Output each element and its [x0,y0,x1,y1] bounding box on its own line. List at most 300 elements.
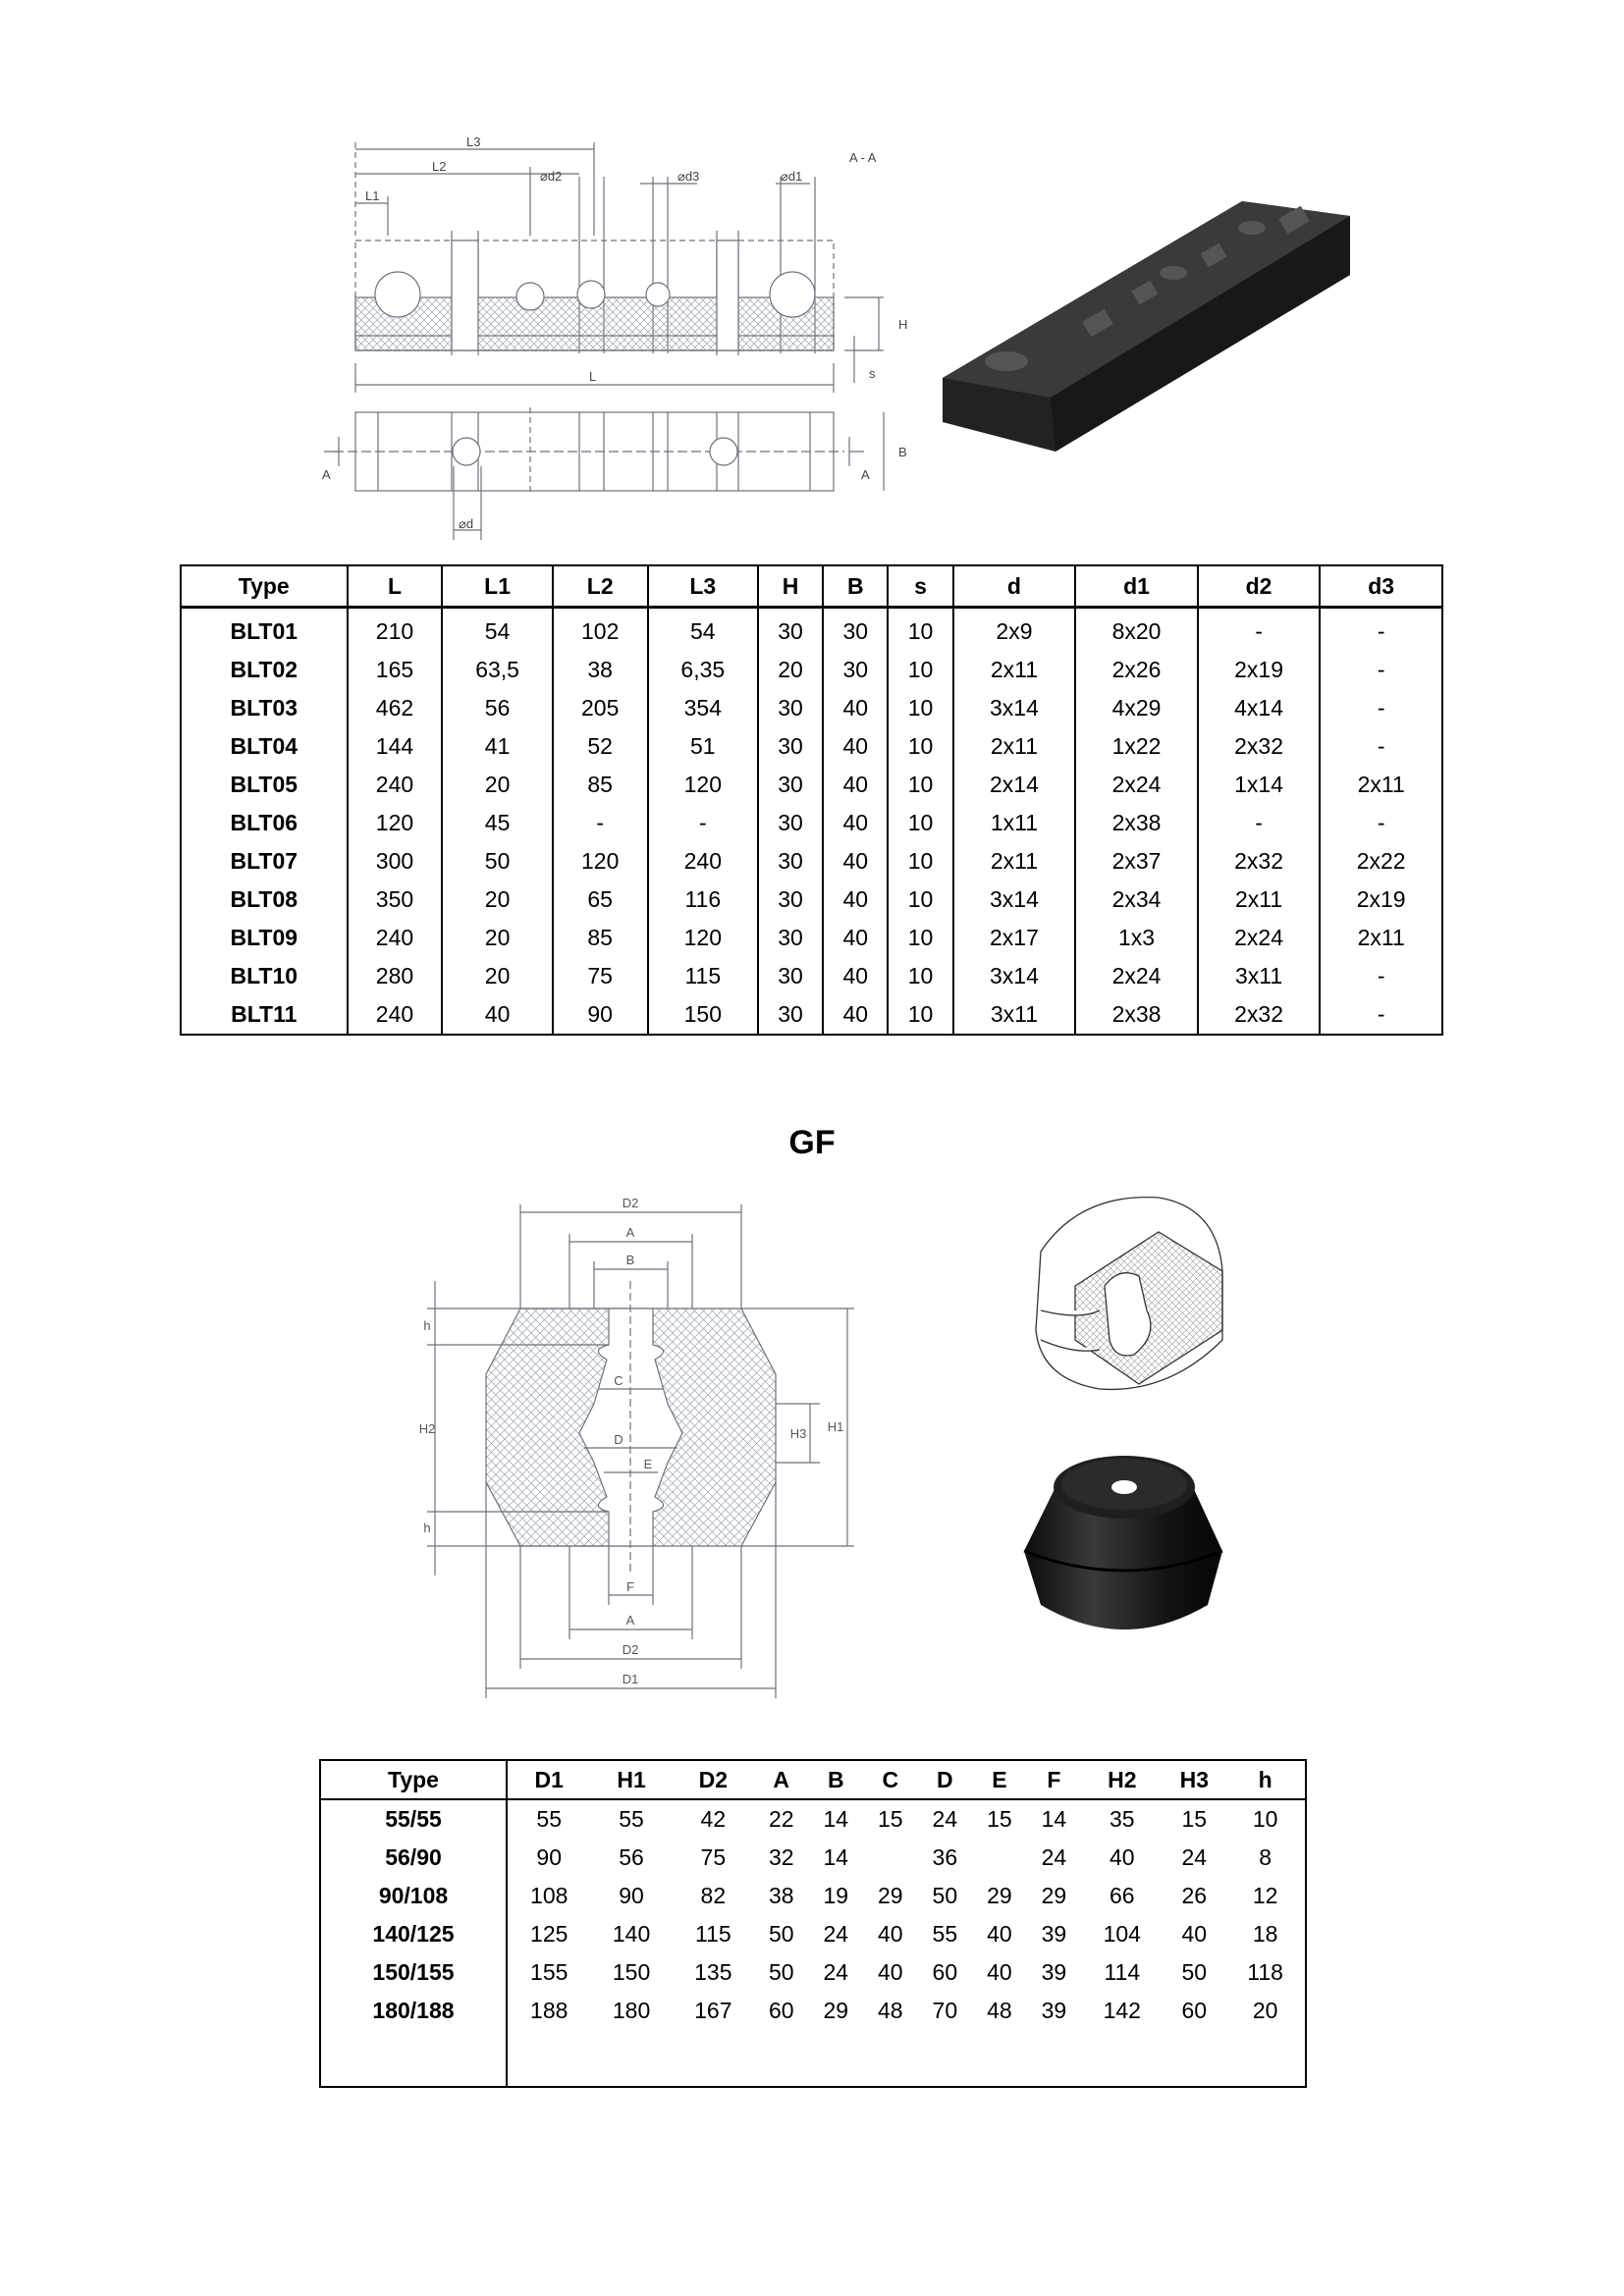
blt-label-d3: ⌀d3 [677,169,700,184]
blt-label-d: ⌀d [459,516,474,531]
blt-value-cell: 54 [648,608,758,652]
blt-value-cell: 2x11 [1320,766,1442,804]
blt-value-cell: - [1320,957,1442,995]
blt-label-s: s [869,366,876,381]
empty-cell [754,2030,809,2087]
blt-value-cell: - [1198,608,1321,652]
blt-value-cell: 40 [442,995,552,1035]
empty-cell [320,2030,507,2087]
blt-value-cell: 350 [348,881,443,919]
blt-value-cell: 240 [648,842,758,881]
gf-value-cell: 108 [530,1883,568,1908]
blt-value-cell: 40 [823,995,888,1035]
gf-value-cell: 22 [768,1806,794,1832]
gf-label-d: D [614,1432,623,1447]
gf-value-cell: 24 [932,1806,958,1832]
table-row [320,1877,1306,1915]
gf-label-h-bottom: h [423,1521,431,1535]
blt-type-cell: BLT03 [181,689,348,727]
gf-value-cell: 42 [700,1806,727,1832]
gf-value-cell: 14 [823,1806,849,1832]
table-row [181,995,1442,1035]
table-row [320,1839,1306,1877]
blt-value-cell: 120 [648,919,758,957]
gf-value-cell: 24 [823,1959,849,1985]
gf-value-cell: 115 [695,1921,731,1947]
blt-header-cell: d1 [1075,565,1198,608]
blt-value-cell: 2x14 [953,766,1076,804]
blt-label-l1: L1 [365,188,380,203]
blt-header-cell: d [953,565,1076,608]
gf-type-cell: 150/155 [320,1953,507,1992]
table-row [181,727,1442,766]
blt-value-cell: 30 [823,651,888,689]
gf-value-cell: 29 [823,1998,849,2023]
gf-value-cell: 66 [1109,1883,1135,1908]
blt-type-cell: BLT07 [181,842,348,881]
blt-value-cell: 2x32 [1198,727,1321,766]
blt-label-a-right: A [861,467,870,482]
gf-label-b: B [625,1253,635,1267]
gf-header-cell: H3 [1163,1760,1225,1799]
blt-value-cell: 30 [758,995,823,1035]
table-row [181,689,1442,727]
blt-header-cell: d2 [1198,565,1321,608]
empty-cell [1163,2030,1225,2087]
blt-header-cell: B [823,565,888,608]
gf-value-cell: 15 [878,1806,903,1832]
blt-value-cell: 116 [648,881,758,919]
blt-label-l: L [589,369,597,384]
table-row [181,957,1442,995]
gf-value-cell: 90 [536,1844,563,1870]
gf-value-cell [972,1839,1027,1877]
blt-value-cell: 120 [553,842,648,881]
blt-value-cell: 2x37 [1075,842,1198,881]
gf-value-cell: 14 [823,1844,849,1870]
gf-header-cell: C [863,1760,918,1799]
gf-value-cell: 48 [987,1998,1012,2023]
table-spacer-row [320,2030,1306,2087]
gf-type-cell: 56/90 [320,1839,507,1877]
blt-value-cell: 50 [442,842,552,881]
blt-type-cell: BLT06 [181,804,348,842]
gf-value-cell: 167 [694,1998,732,2023]
table-row [181,881,1442,919]
blt-value-cell: 40 [823,919,888,957]
blt-value-cell: 20 [442,957,552,995]
blt-value-cell: 30 [758,727,823,766]
table-row [320,1799,1306,1839]
blt-value-cell: 2x17 [953,919,1076,957]
blt-type-cell: BLT08 [181,881,348,919]
gf-label-f: F [626,1579,634,1594]
blt-value-cell: 56 [442,689,552,727]
table-row [181,608,1442,652]
gf-value-cell: 35 [1109,1806,1135,1832]
gf-section-title: GF [788,1124,836,1161]
blt-value-cell: 40 [823,804,888,842]
gf-value-cell: 82 [700,1883,727,1908]
gf-label-c: C [614,1373,623,1388]
gf-label-h2: H2 [418,1421,436,1436]
blt-value-cell: 2x26 [1075,651,1198,689]
gf-value-cell: 150 [612,1959,651,1985]
gf-header-cell: Type [320,1760,507,1799]
blt-value-cell: 8x20 [1075,608,1198,652]
blt-value-cell: 20 [758,651,823,689]
blt-value-cell: 6,35 [648,651,758,689]
blt-header-cell: s [888,565,952,608]
gf-value-cell: 8 [1225,1839,1306,1877]
blt-label-d1: ⌀d1 [781,169,803,184]
gf-header-cell: A [754,1760,809,1799]
blt-value-cell: 3x14 [953,957,1076,995]
gf-value-cell: 32 [768,1844,794,1870]
gf-header-cell: F [1027,1760,1082,1799]
gf-table-body [320,1799,1306,2087]
blt-header-cell: Type [181,565,348,608]
blt-product-photo [938,187,1360,461]
gf-value-cell: 56 [619,1844,644,1870]
blt-value-cell: 51 [648,727,758,766]
blt-type-cell: BLT09 [181,919,348,957]
gf-type-cell: 90/108 [320,1877,507,1915]
empty-cell [1225,2030,1306,2087]
gf-spec-table [319,1759,1307,2088]
blt-value-cell: 2x38 [1075,804,1198,842]
blt-value-cell: 4x29 [1075,689,1198,727]
empty-cell [809,2030,864,2087]
blt-value-cell: 2x24 [1075,957,1198,995]
gf-table-header [320,1760,1306,1799]
blt-value-cell: 10 [888,919,952,957]
blt-label-l2: L2 [432,159,447,174]
gf-value-cell: 60 [932,1959,958,1985]
gf-header-cell: D1 [507,1760,590,1799]
blt-value-cell: 10 [888,957,952,995]
blt-value-cell: 2x11 [953,842,1076,881]
blt-value-cell: 3x11 [1198,957,1321,995]
gf-label-d2-top: D2 [622,1196,639,1210]
blt-value-cell: 54 [442,608,552,652]
table-row [320,1992,1306,2030]
gf-value-cell: 18 [1225,1915,1306,1953]
table-row [320,1953,1306,1992]
blt-value-cell: 20 [442,881,552,919]
blt-value-cell: 52 [553,727,648,766]
blt-value-cell: 3x14 [953,689,1076,727]
blt-value-cell: 10 [888,804,952,842]
blt-value-cell: 10 [888,842,952,881]
gf-cutaway-sketch [1021,1193,1237,1404]
gf-value-cell: 48 [878,1998,903,2023]
blt-value-cell: 10 [888,651,952,689]
blt-value-cell: - [1320,608,1442,652]
gf-value-cell: 118 [1225,1953,1306,1992]
gf-value-cell: 140 [612,1921,651,1947]
blt-table-body [181,608,1442,1036]
gf-type-cell: 140/125 [320,1915,507,1953]
blt-value-cell: 30 [758,919,823,957]
blt-value-cell: 40 [823,842,888,881]
gf-header-cell: H1 [590,1760,672,1799]
blt-value-cell: 210 [348,608,443,652]
blt-type-cell: BLT11 [181,995,348,1035]
gf-label-d1: D1 [622,1672,639,1686]
gf-value-cell: 50 [932,1883,958,1908]
gf-header-cell: h [1225,1760,1306,1799]
blt-value-cell: 2x24 [1075,766,1198,804]
blt-header-cell: L3 [648,565,758,608]
gf-header-cell: D2 [673,1760,754,1799]
blt-value-cell: 2x19 [1198,651,1321,689]
gf-value-cell: 29 [878,1883,903,1908]
blt-label-a-left: A [322,467,331,482]
blt-value-cell: - [1320,651,1442,689]
gf-label-h3: H3 [789,1426,807,1441]
gf-label-h1: H1 [827,1419,844,1434]
blt-type-cell: BLT04 [181,727,348,766]
blt-label-h: H [898,317,908,332]
gf-value-cell: 180 [612,1998,651,2023]
blt-value-cell: 102 [553,608,648,652]
blt-value-cell: 2x11 [953,727,1076,766]
blt-value-cell: 40 [823,689,888,727]
blt-value-cell: 63,5 [442,651,552,689]
blt-value-cell: 2x11 [1198,881,1321,919]
blt-header-cell: H [758,565,823,608]
blt-value-cell: - [553,804,648,842]
gf-value-cell: 19 [823,1883,849,1908]
gf-value-cell: 15 [1181,1806,1208,1832]
empty-cell [972,2030,1027,2087]
blt-value-cell: 2x24 [1198,919,1321,957]
blt-value-cell: 10 [888,995,952,1035]
blt-value-cell: 115 [648,957,758,995]
gf-value-cell: 50 [768,1959,794,1985]
blt-value-cell: 2x32 [1198,842,1321,881]
gf-header-cell: B [809,1760,864,1799]
blt-value-cell: 40 [823,957,888,995]
blt-value-cell: 90 [553,995,648,1035]
table-row [181,919,1442,957]
blt-value-cell: 10 [888,766,952,804]
gf-value-cell: 40 [1181,1921,1208,1947]
blt-value-cell: - [1320,995,1442,1035]
gf-value-cell: 24 [1041,1844,1067,1870]
blt-value-cell: 40 [823,766,888,804]
blt-table-header [181,565,1442,608]
gf-value-cell: 24 [1181,1844,1208,1870]
gf-value-cell: 20 [1225,1992,1306,2030]
blt-label-section: A - A [849,150,877,165]
gf-value-cell: 15 [987,1806,1012,1832]
blt-value-cell: 30 [758,804,823,842]
blt-value-cell: 10 [888,881,952,919]
gf-value-cell [863,1839,918,1877]
blt-value-cell: 75 [553,957,648,995]
blt-value-cell: 165 [348,651,443,689]
gf-value-cell: 39 [1041,1998,1067,2023]
gf-type-cell: 180/188 [320,1992,507,2030]
blt-value-cell: 10 [888,689,952,727]
table-row [181,651,1442,689]
gf-value-cell: 55 [536,1806,563,1832]
gf-product-photo [1016,1433,1232,1654]
gf-label-h-top: h [423,1318,431,1333]
blt-label-d2: ⌀d2 [540,169,563,184]
blt-value-cell: 85 [553,919,648,957]
blt-value-cell: 20 [442,766,552,804]
blt-value-cell: 41 [442,727,552,766]
blt-header-cell: L1 [442,565,552,608]
blt-value-cell: 144 [348,727,443,766]
gf-value-cell: 135 [694,1959,732,1985]
blt-header-cell: d3 [1320,565,1442,608]
blt-value-cell: 2x19 [1320,881,1442,919]
blt-value-cell: 205 [553,689,648,727]
blt-value-cell: 280 [348,957,443,995]
blt-value-cell: - [648,804,758,842]
blt-value-cell: 120 [348,804,443,842]
blt-value-cell: 1x11 [953,804,1076,842]
blt-value-cell: 2x34 [1075,881,1198,919]
table-row [181,766,1442,804]
blt-type-cell: BLT05 [181,766,348,804]
empty-cell [673,2030,754,2087]
blt-value-cell: 2x22 [1320,842,1442,881]
gf-value-cell: 24 [823,1921,849,1947]
gf-value-cell: 12 [1225,1877,1306,1915]
gf-value-cell: 50 [768,1921,794,1947]
blt-value-cell: 30 [758,957,823,995]
gf-header-cell: H2 [1081,1760,1163,1799]
blt-value-cell: 4x14 [1198,689,1321,727]
gf-value-cell: 75 [700,1844,727,1870]
gf-value-cell: 10 [1225,1799,1306,1839]
gf-value-cell: 26 [1181,1883,1208,1908]
blt-value-cell: 240 [348,919,443,957]
blt-value-cell: 30 [823,608,888,652]
gf-value-cell: 29 [987,1883,1012,1908]
gf-value-cell: 155 [530,1959,568,1985]
blt-value-cell: 300 [348,842,443,881]
blt-value-cell: - [1320,727,1442,766]
blt-value-cell: 1x22 [1075,727,1198,766]
gf-technical-drawing [407,1183,869,1703]
blt-value-cell: 30 [758,766,823,804]
gf-value-cell: 90 [619,1883,644,1908]
blt-value-cell: 2x11 [953,651,1076,689]
gf-value-cell: 50 [1181,1959,1208,1985]
blt-type-cell: BLT10 [181,957,348,995]
gf-label-a-bottom: A [625,1613,635,1628]
blt-value-cell: 38 [553,651,648,689]
table-row [181,842,1442,881]
blt-value-cell: 2x9 [953,608,1076,652]
blt-technical-drawing [295,128,943,550]
empty-cell [1081,2030,1163,2087]
blt-value-cell: 462 [348,689,443,727]
blt-value-cell: 10 [888,727,952,766]
empty-cell [590,2030,672,2087]
blt-value-cell: 3x14 [953,881,1076,919]
gf-value-cell: 125 [530,1921,568,1947]
blt-value-cell: - [1320,689,1442,727]
blt-value-cell: 40 [823,881,888,919]
gf-value-cell: 55 [932,1921,958,1947]
blt-value-cell: 2x38 [1075,995,1198,1035]
blt-value-cell: 240 [348,766,443,804]
blt-value-cell: 354 [648,689,758,727]
blt-value-cell: 65 [553,881,648,919]
blt-value-cell: 2x32 [1198,995,1321,1035]
blt-value-cell: 1x3 [1075,919,1198,957]
blt-value-cell: 120 [648,766,758,804]
gf-value-cell: 40 [878,1959,903,1985]
empty-cell [863,2030,918,2087]
blt-value-cell: 40 [823,727,888,766]
gf-value-cell: 40 [987,1921,1012,1947]
blt-label-b: B [898,445,907,459]
gf-label-e: E [643,1457,653,1471]
gf-value-cell: 39 [1041,1959,1067,1985]
blt-value-cell: 45 [442,804,552,842]
empty-cell [918,2030,973,2087]
blt-value-cell: 150 [648,995,758,1035]
blt-value-cell: 30 [758,842,823,881]
blt-value-cell: 85 [553,766,648,804]
gf-value-cell: 60 [768,1998,794,2023]
blt-value-cell: 3x11 [953,995,1076,1035]
gf-label-d2-bottom: D2 [622,1642,639,1657]
blt-header-cell: L [348,565,443,608]
gf-header-cell: E [972,1760,1027,1799]
blt-value-cell: 10 [888,608,952,652]
gf-value-cell: 29 [1041,1883,1067,1908]
blt-value-cell: 30 [758,608,823,652]
blt-type-cell: BLT02 [181,651,348,689]
blt-spec-table [180,564,1443,1036]
gf-value-cell: 40 [1109,1844,1135,1870]
gf-value-cell: 142 [1103,1998,1141,2023]
empty-cell [507,2030,590,2087]
blt-type-cell: BLT01 [181,608,348,652]
table-row [181,804,1442,842]
blt-value-cell: 30 [758,689,823,727]
blt-value-cell: 20 [442,919,552,957]
gf-value-cell: 60 [1181,1998,1208,2023]
gf-value-cell: 39 [1041,1921,1067,1947]
blt-value-cell: 30 [758,881,823,919]
gf-value-cell: 14 [1041,1806,1067,1832]
blt-label-l3: L3 [466,134,481,149]
blt-header-cell: L2 [553,565,648,608]
gf-label-a-top: A [625,1225,635,1240]
gf-value-cell: 104 [1103,1921,1141,1947]
gf-value-cell: 38 [768,1883,794,1908]
blt-value-cell: 240 [348,995,443,1035]
empty-cell [1027,2030,1082,2087]
blt-value-cell: - [1320,804,1442,842]
blt-value-cell: 2x11 [1320,919,1442,957]
gf-value-cell: 40 [878,1921,903,1947]
gf-value-cell: 114 [1104,1959,1141,1985]
gf-value-cell: 55 [619,1806,644,1832]
blt-value-cell: - [1198,804,1321,842]
gf-value-cell: 36 [932,1844,958,1870]
